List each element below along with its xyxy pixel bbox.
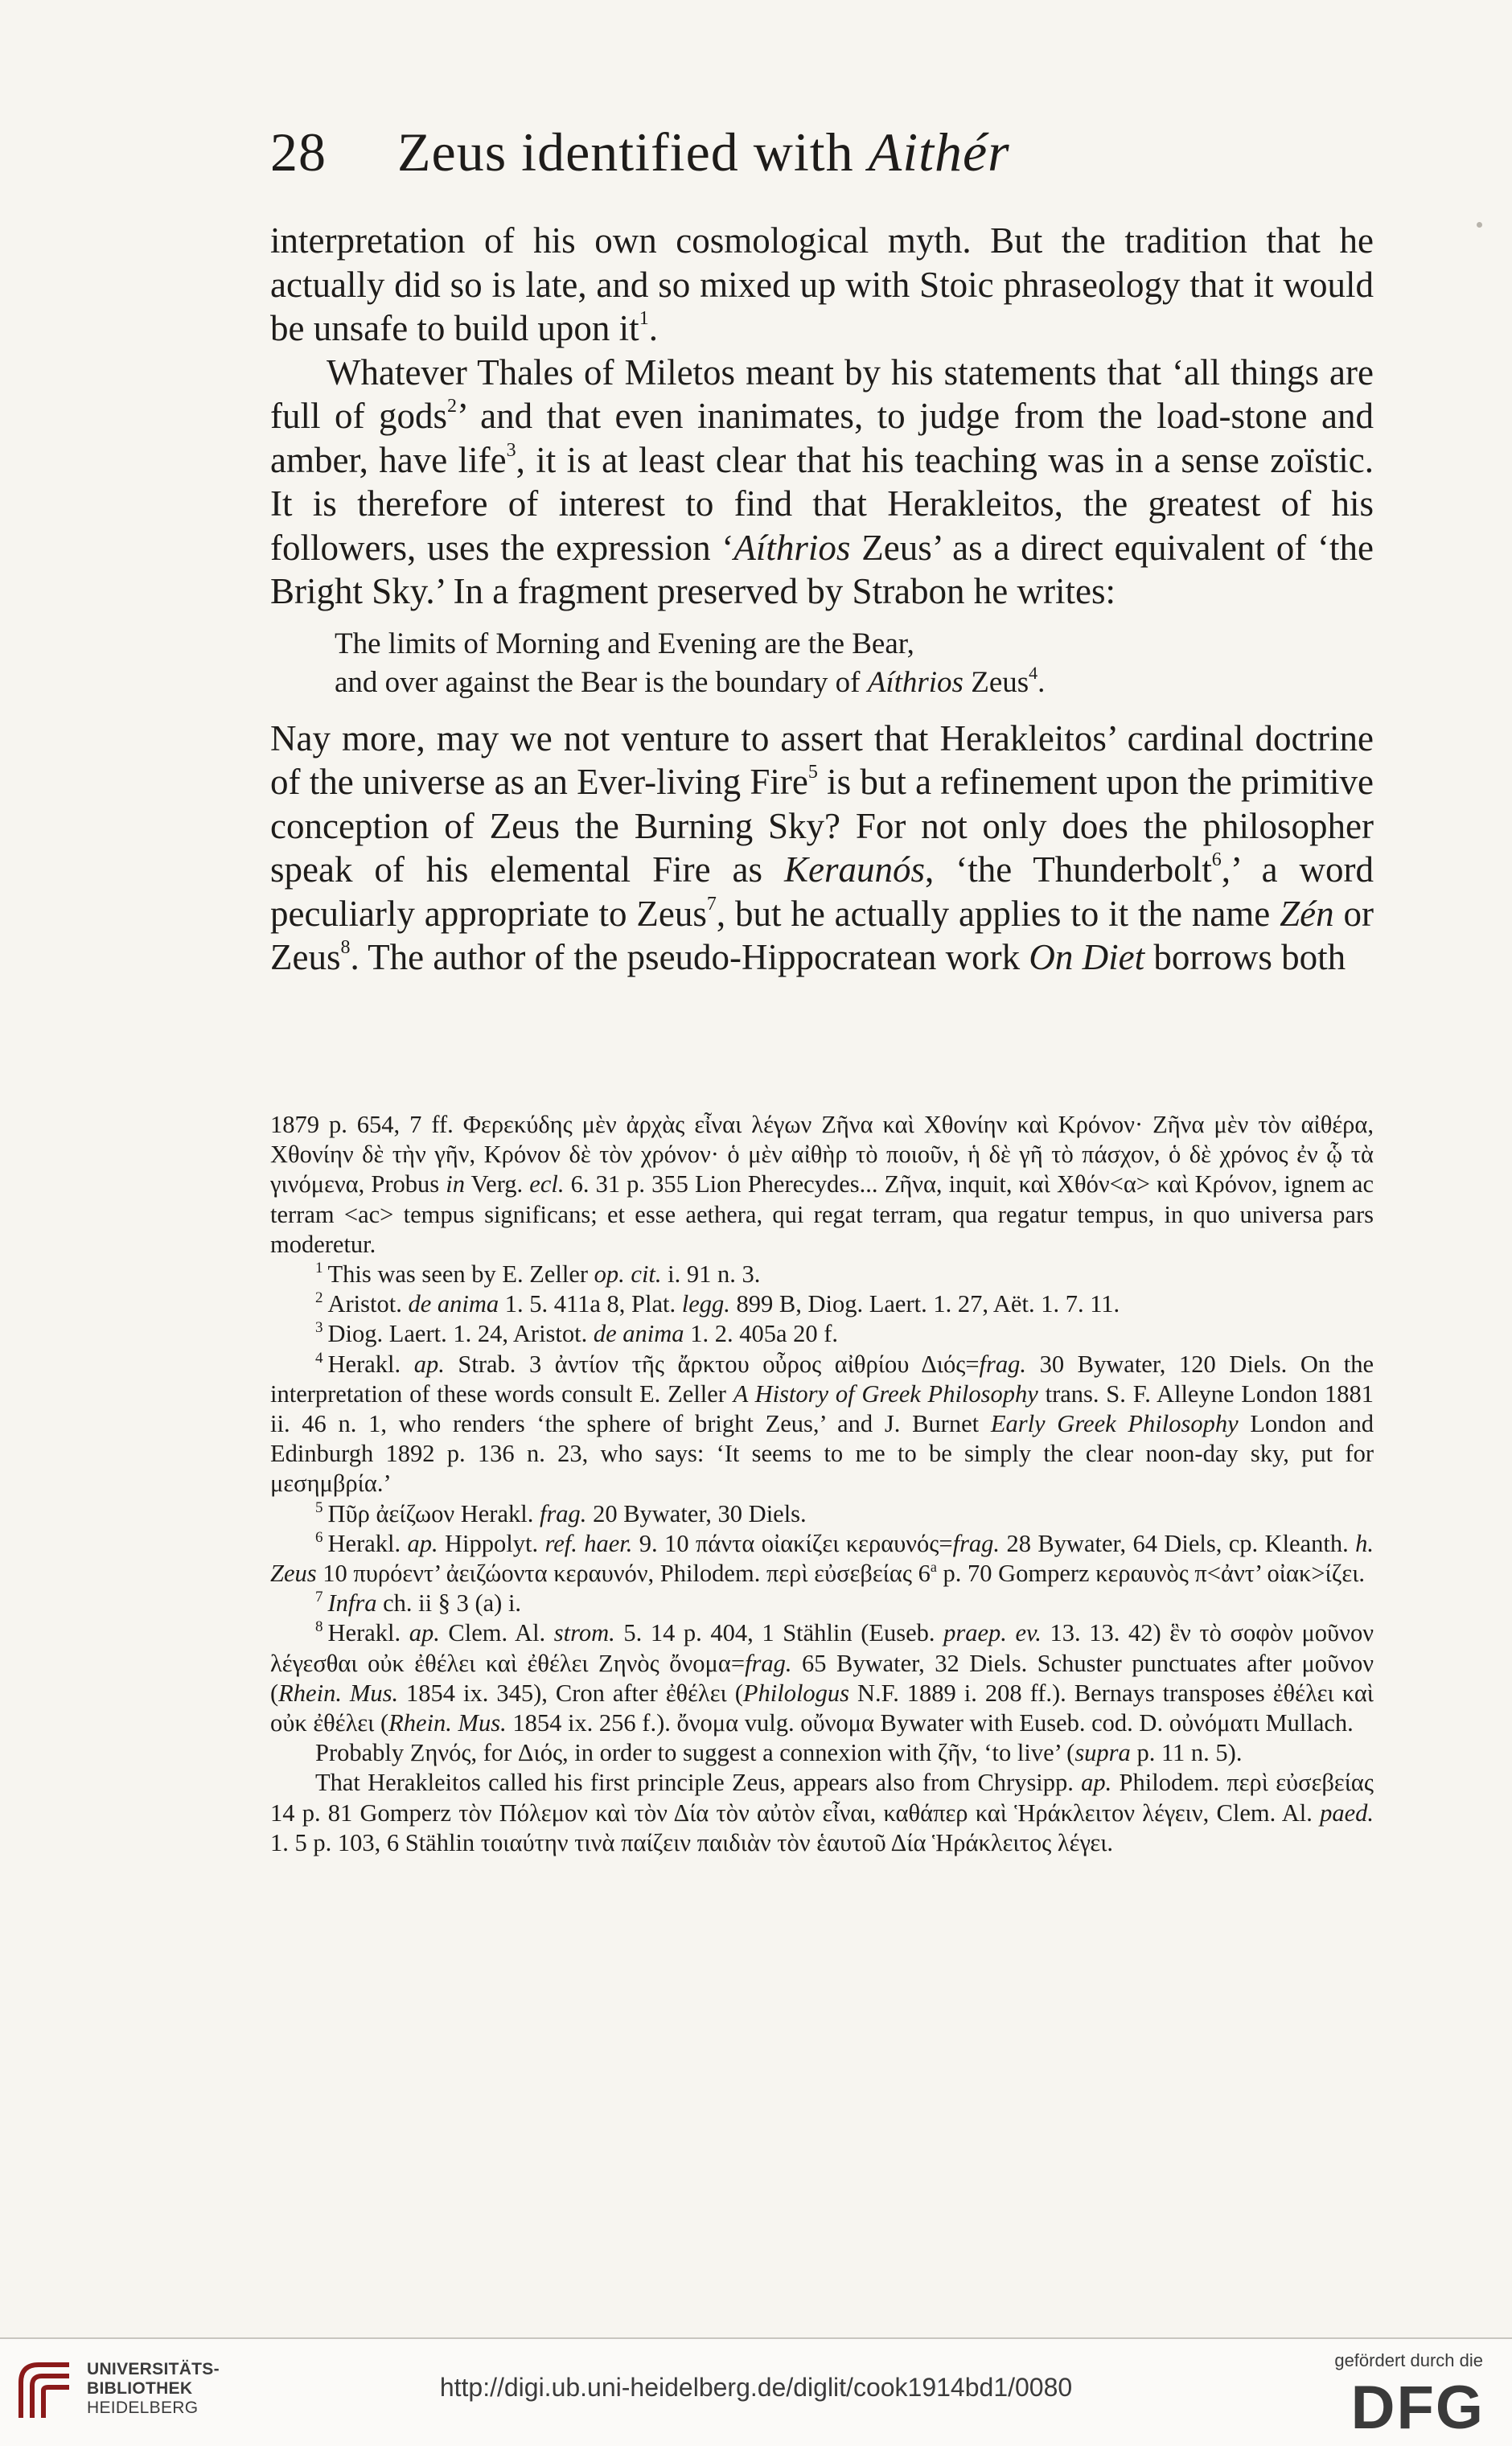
footnote: $^8$ Herakl. ap. Clem. Al. strom. 5. 14 p. 404, 1 Stählin (Euseb. praep. ev. 13. 13. 42) ἓν τὸ σοφὸν μοῦνον λέγεσθαι οὐκ ἐθέλει καὶ ἐθέλει Ζηνὸς ὄνομα=frag. 65 Bywater, 32 Diels. Schuster punctuates after μοῦνον (Rhein. Mus. 1854 ix. 345), Cron after ἐθέλει (Philologus N.F. 1889 i. 208 ff.). Bernays transposes ἐθέλει καὶ οὐκ ἐθέλει (Rhein. Mus. 1854 ix. 256 f.). ὄνομα vulg. οὔνομα Bywater with Euseb. cod. D. οὐνόματι Mullach. [270,1618,1374,1737]
footnote-paragraph: Probably Ζηνός, for Διός, in order to suggest a connexion with ζῆν, ‘to live’ (supra p. 11 n. 5). [315,1739,1243,1767]
funding-caption: gefördert durch die [1334,2350,1483,2370]
footnote: $^3$ Diog. Laert. 1. 24, Aristot. de anima 1. 2. 405a 20 f. [315,1319,839,1348]
footnote-ref: 7 [706,893,717,915]
quote-line: and over against the Bear is the boundary of Aíthrios Zeus$^4$. [335,662,1046,699]
paragraph: Whatever Thales of Miletos meant by his statements that ‘all things are full of gods$^2$’ and that even inanimates, to judge from the load-stone and amber, have life$^3$, it is at least clear that his teaching was in a sense zoïstic. It is therefore of interest to find that Herakleitos, the greatest of his followers, uses the expression ‘Aíthrios Zeus’ as a direct equivalent of ‘the Bright Sky.’ In a fragment preserved by Strabon he writes: [270,351,1374,611]
university-library-name: UNIVERSITÄTS- BIBLIOTHEK HEIDELBERG [87,2360,220,2417]
page-title-italic: Aithér [868,121,1010,183]
footnote-ref: 4 [1029,662,1038,683]
footnote-ref: 8 [340,937,351,958]
footnote-ref: 5 [807,762,818,783]
page-title: Zeus identified with [397,121,854,183]
footnote-paragraph: That Herakleitos called his first principle Zeus, appears also from Chrysipp. ap. Philodem. περὶ εὐσεβείας 14 p. 81 Gomperz τὸν Πόλεμον καὶ τὸν Δία τὸν αὐτὸν εἶναι, καθάπερ καὶ Ἡράκλειτον λέγειν, Clem. Al. paed. 1. 5 p. 103, 6 Stählin τοιαύτην τινὰ παίζειν παιδιὰν τὸν ἑαυτοῦ Δία Ἡράκλειτος λέγει. [270,1769,1374,1856]
footnotes [270,1110,1374,1858]
running-head [270,121,1235,193]
footnote-number: 7 [315,1589,323,1606]
footnote-number: 2 [315,1289,323,1307]
footnote: $^1$ This was seen by E. Zeller op. cit. i. 91 n. 3. [315,1260,761,1289]
footnote: $^2$ Aristot. de anima 1. 5. 411a 8, Plat. legg. 899 B, Diog. Laert. 1. 27, Aët. 1. 7. 11. [315,1289,1120,1318]
footnote-number: 3 [315,1319,323,1337]
footnote-number: 6 [315,1528,323,1546]
footnote-ref: 6 [1211,849,1222,870]
block-quote [335,625,1374,702]
footnote-continuation: 1879 p. 654, 7 ff. Φερεκύδης μὲν ἀρχὰς εἶναι λέγων Ζῆνα καὶ Χθονίην καὶ Κρόνον· Ζῆνα μὲν τὸν αἰθέρα, Χθονίην δὲ τὴν γῆν, Κρόνον δὲ τὸν χρόνον· ὁ μὲν αἰθὴρ τὸ ποιοῦν, ἡ δὲ γῆ τὸ πάσχον, ὁ δὲ χρόνος ἐν ᾧ τὰ γινόμενα, Probus in Verg. ecl. 6. 31 p. 355 Lion Pherecydes... Ζῆνα, inquit, καὶ Χθόν<α> καὶ Κρόνον, ignem ac terram <ac> tempus significans; et esse aethera, qui regat terram, qua regatur tempus, in quo universa pars moderetur. [270,1111,1374,1258]
paragraph: Nay more, may we not venture to assert that Herakleitos’ cardinal doctrine of the universe as an Ever-living Fire$^5$ is but a refinement upon the primitive conception of Zeus the Burning Sky? For not only does the philosopher speak of his elemental Fire as Keraunós, ‘the Thunderbolt$^6$,’ a word peculiarly appropriate to Zeus$^7$, but he actually applies to it the name Zén or Zeus$^8$. The author of the pseudo-Hippocratean work On Diet borrows both [270,717,1374,977]
footnote: $^7$ Infra ch. ii § 3 (a) i. [315,1589,522,1618]
main-text [270,219,1374,980]
footnote-number: 1 [315,1260,323,1277]
scan-speck [1477,222,1482,228]
dfg-logo: DFG [1350,2374,1485,2442]
footnote: $^4$ Herakl. ap. Strab. 3 ἀντίον τῆς ἄρκτου οὖρος αἰθρίου Διός=frag. 30 Bywater, 120 Diels. On the interpretation of these words consult E. Zeller A History of Greek Philosophy trans. S. F. Alleyne London 1881 ii. 46 n. 1, who renders ‘the sphere of bright Zeus,’ and J. Burnet Early Greek Philosophy London and Edinburgh 1892 p. 136 n. 23, who says: ‘It seems to me to be simply the clear noon-day sky, put for μεσημβρία.’ [270,1349,1374,1498]
footnote-ref: 2 [446,396,457,417]
footnote: $^5$ Πῦρ ἀείζωον Herakl. frag. 20 Bywater, 30 Diels. [315,1498,807,1527]
paragraph: interpretation of his own cosmological myth. But the tradition that he actually did so is late, and so mixed up with Stoic phraseology that it would be unsafe to build upon $it^1$. [270,220,1374,348]
permalink-url[interactable]: http://digi.ub.uni-heidelberg.de/diglit/cook1914bd1/0080 [439,2373,1073,2402]
footnote-number: 4 [315,1349,323,1367]
footnote: $^6$ Herakl. ap. Hippolyt. ref. haer. 9. 10 πάντα οἰακίζει κεραυνός=frag. 28 Bywater, 64 Diels, cp. Kleanth. h. Zeus 10 πυρόεντ’ ἀειζώοντα κεραυνόν, Philodem. περὶ εὐσεβείας 6$^a$ p. 70 Gomperz κεραυνὸς π<ἀντ’ οἰακ>ίζει. [270,1528,1374,1588]
page-number: 28 [270,121,327,183]
footnote-number: 5 [315,1498,323,1516]
quote-line: The limits of Morning and Evening are the Bear, [335,627,914,660]
footnote-ref: 1 [639,308,649,329]
footnote-ref: 3 [506,439,516,461]
footnote-number: 8 [315,1618,323,1636]
